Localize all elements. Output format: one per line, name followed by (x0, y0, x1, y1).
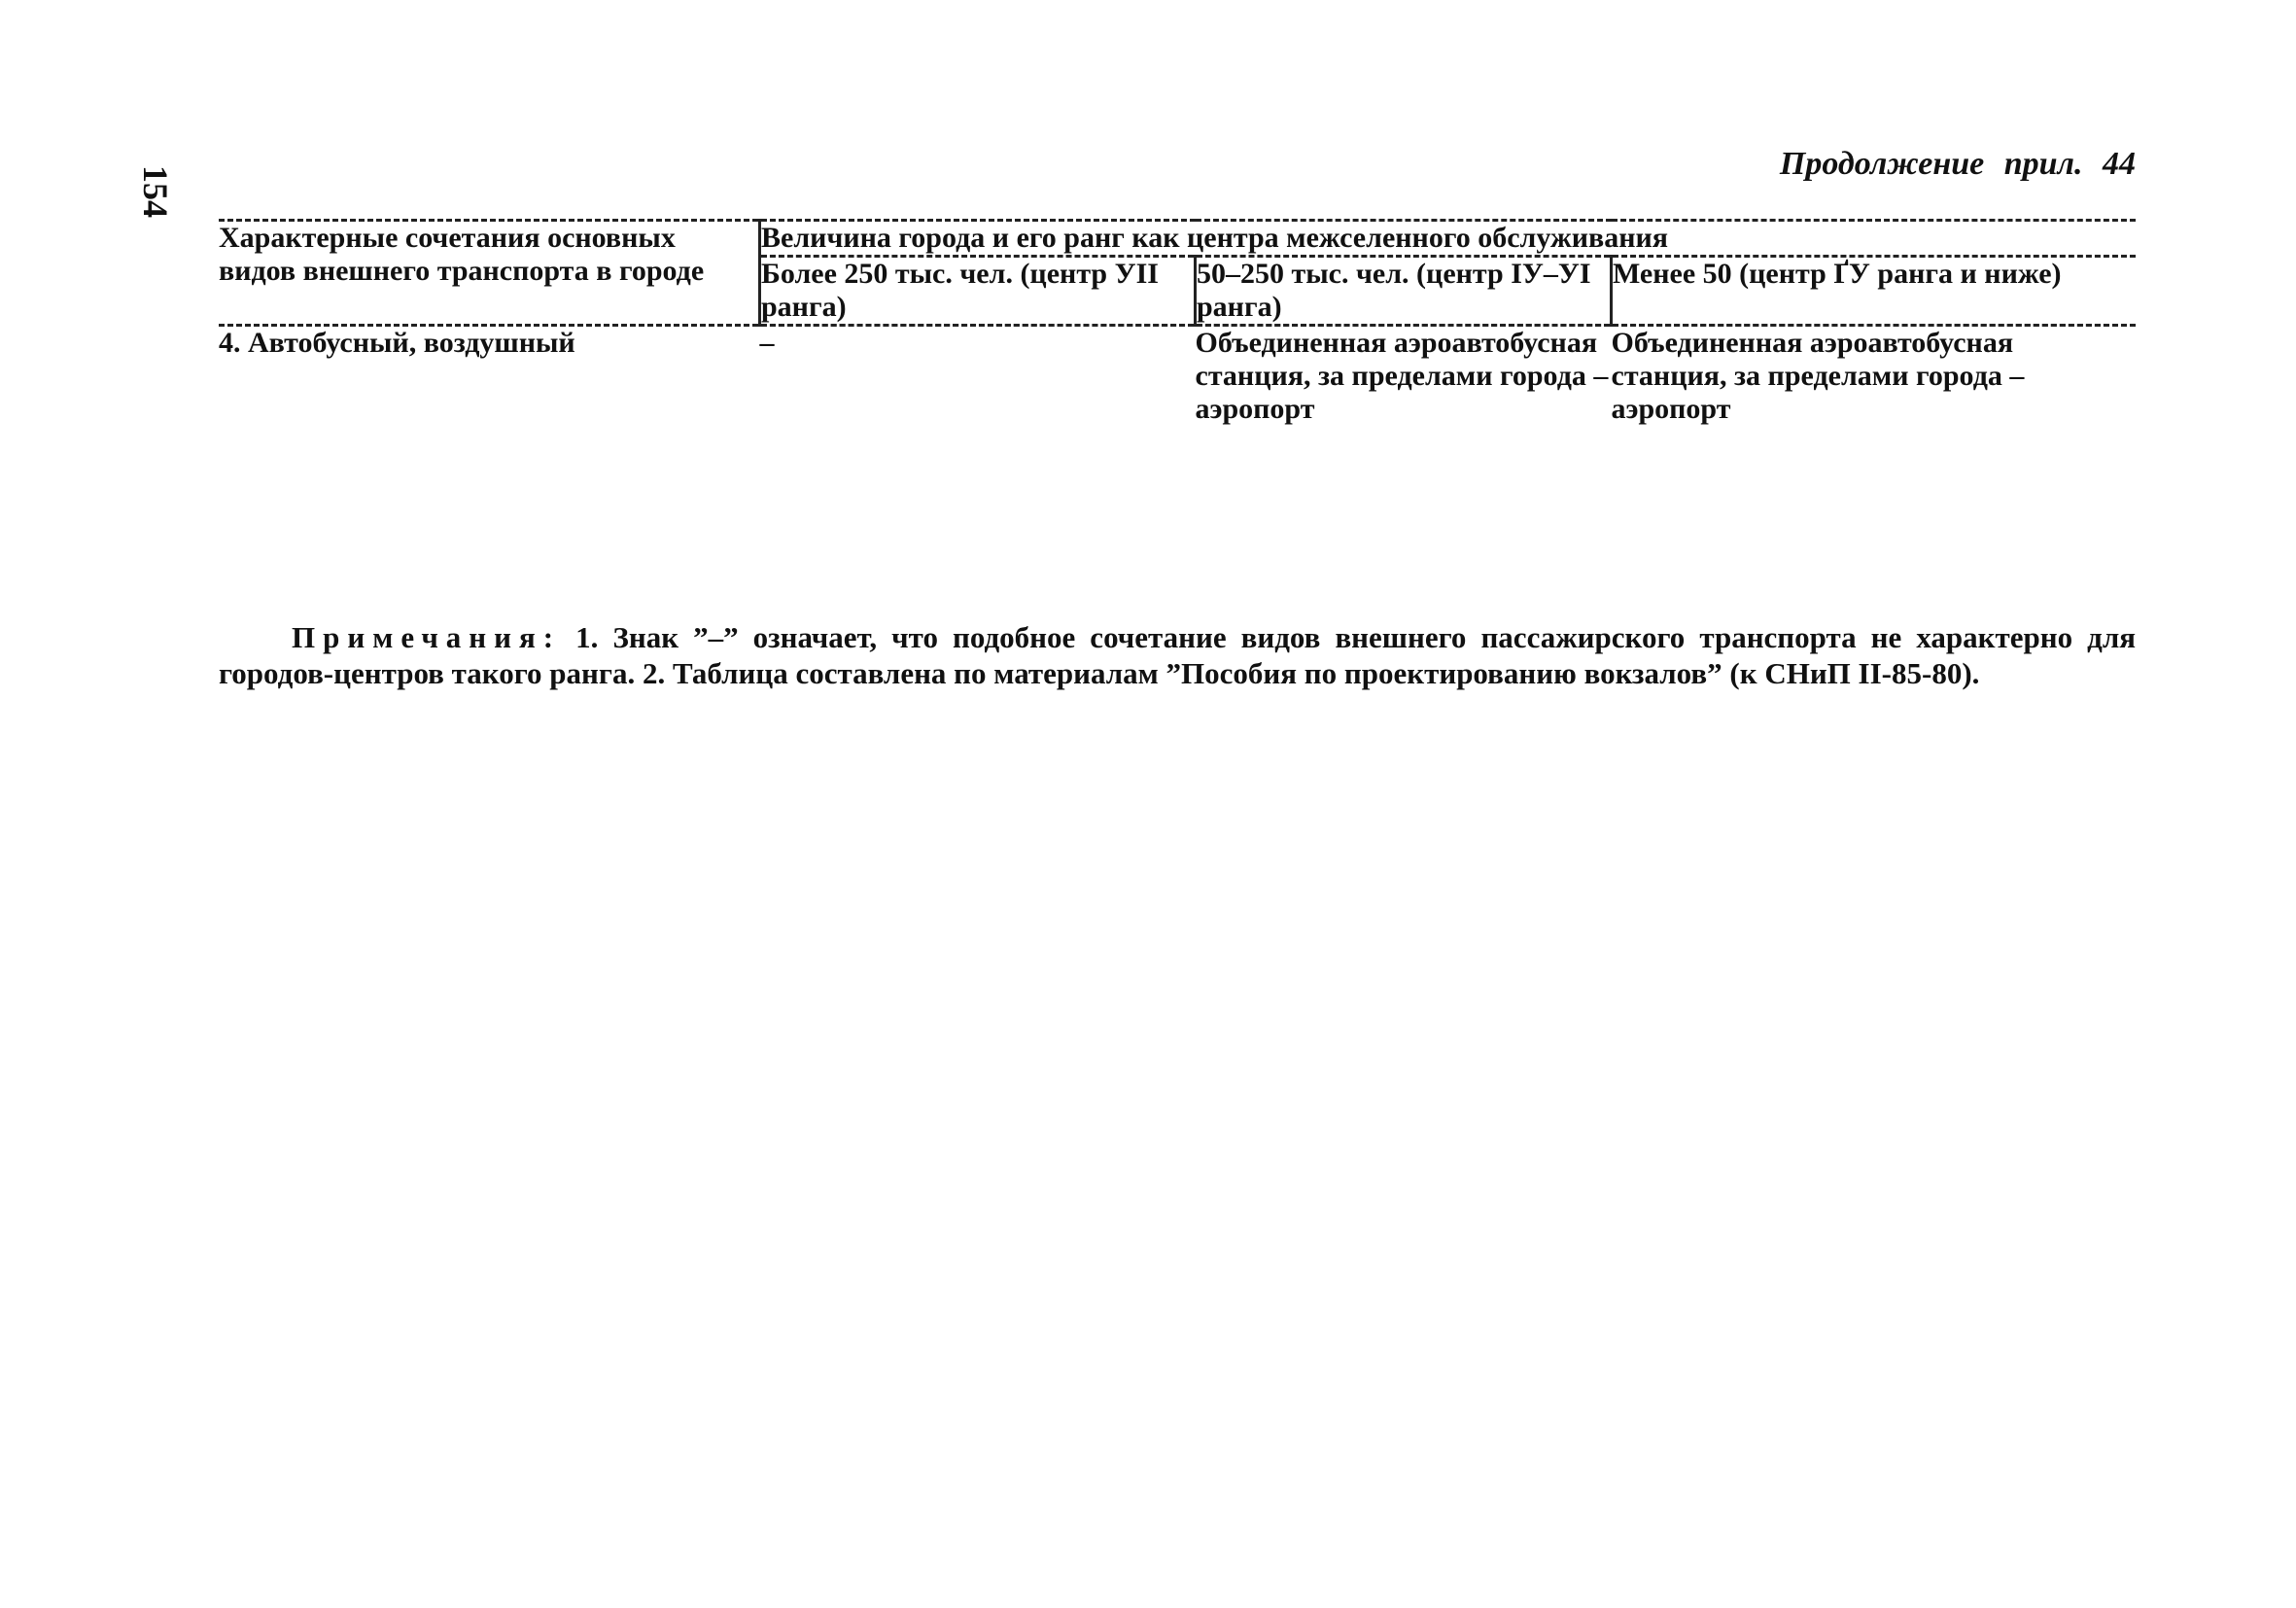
continuation-caption: Продолжение прил. 44 (1779, 146, 2136, 182)
subheader-large: Более 250 тыс. чел. (центр УII ранга) (760, 257, 1196, 326)
col1-header: Характерные сочетания основных видов внешнего транспорта в городе (219, 221, 760, 326)
notes (219, 619, 2136, 691)
city-size-header: Величина города и его ранг как центра межселенного обслуживания (760, 221, 2137, 257)
cell-medium: Объединенная аэроавтобусная станция, за пределами города – аэропорт (1195, 327, 1609, 425)
page-number: 154 (136, 165, 175, 218)
notes-label: Примечания: (292, 620, 562, 654)
cell-large: – (759, 327, 775, 359)
table-row (219, 326, 2136, 427)
table-header-row (219, 221, 2136, 257)
notes-text: 1. Знак ”–” означает, что подобное сочетание видов внешнего пассажирского транспорта не характерно для городов-центров такого ранга. 2. Таблица составлена по материалам ”Пособия по проектированию вокзалов” (к СНиП II-85-80). (219, 620, 2136, 690)
row-label: 4. Автобусный, воздушный (219, 327, 575, 359)
cell-small: Объединенная аэроавтобусная станция, за пределами города – аэропорт (1611, 327, 2025, 425)
transport-table (219, 219, 2136, 426)
subheader-small: Менее 50 (центр ҐУ ранга и ниже) (1612, 257, 2137, 326)
subheader-medium: 50–250 тыс. чел. (центр IУ–УI ранга) (1196, 257, 1612, 326)
